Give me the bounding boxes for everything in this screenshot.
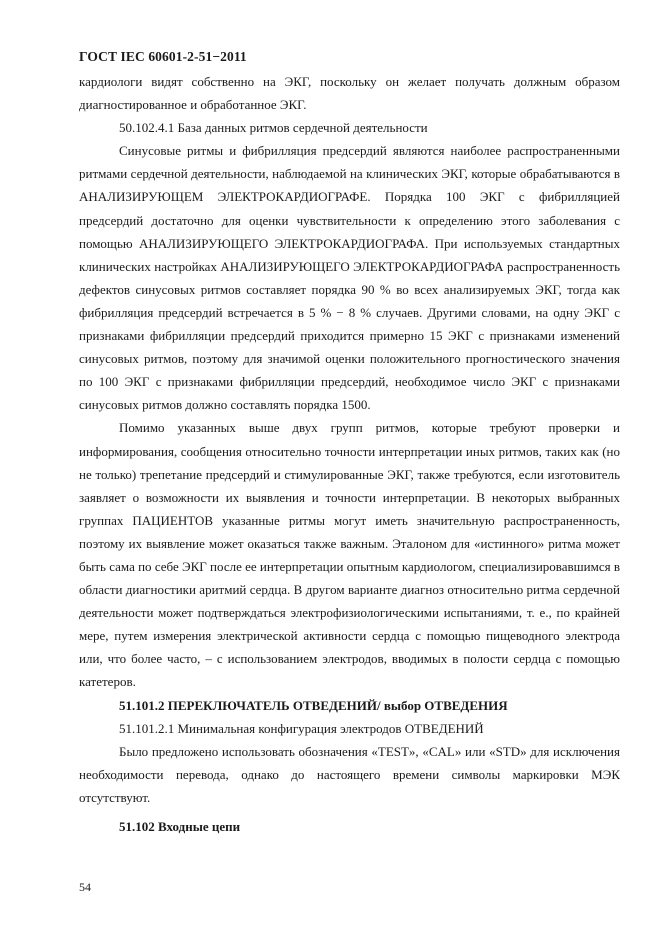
subsection-heading-electrode-config: 51.101.2.1 Минимальная конфигурация электродов ОТВЕДЕНИЙ <box>119 720 484 736</box>
page-number: 54 <box>79 880 91 894</box>
paragraph-sinus-rhythms: Синусовые ритмы и фибрилляция предсердий являются наиболее распространенными ритмами сердечной деятельности, наблюдаемой на клинических ЭКГ, которые обрабатываются в АНАЛИЗИРУЮЩЕМ ЭЛЕКТРОКАРДИОГРАФЕ. Порядка 100 ЭКГ с фибрилляцией предсердий достаточно для оценки чувствительности к определению этого заболевания с помощью АНАЛИЗИРУЮЩЕГО ЭЛЕКТРОКАРДИОГРАФА. При используемых стандартных клинических настройках АНАЛИЗИРУЮЩЕГО ЭЛЕКТРОКАРДИОГРАФА распространенность дефектов синусовых ритмов составляет порядка 90 % во всех анализируемых ЭКГ, тогда как фибрилляция предсердий встречается в 5 % − 8 % случаев. Другими словами, на одну ЭКГ с признаками фибрилляции предсердий приходится примерно 15 ЭКГ с признаками изменений синусовых ритмов, поэтому для значимой оценки положительного прогностического значения по 100 ЭКГ с признаками фибрилляции предсердий, необходимое число ЭКГ с признаками синусовых ритмов должно составлять порядка 1500. <box>79 143 620 413</box>
paragraph-other-rhythms: Помимо указанных выше двух групп ритмов, которые требуют проверки и информирования, сообщения относительно точности интерпретации иных ритмов, таких как (но не только) трепетание предсердий и стимулированные ЭКГ, также требуются, если изготовитель заявляет о возможности их выявления и точности интерпретации. В некоторых выбранных группах ПАЦИЕНТОВ указанные ритмы могут иметь значительную распространенность, поэтому их выявление может оказаться также важным. Эталоном для «истинного» ритма может быть сама по себе ЭКГ после ее интерпретации опытным кардиологом, специализировавшимся в области диагностики аритмий сердца. В другом варианте диагноз относительно ритма сердечной деятельности может подтверждаться электрофизиологическими испытаниями, т. е., по крайней мере, путем измерения электрической активности сердца с помощью пищеводного электрода или, что более часто, – с использованием электродов, вводимых в полости сердца с помощью катетеров. <box>79 420 620 690</box>
section-heading-lead-selector: 51.101.2 ПЕРЕКЛЮЧАТЕЛЬ ОТВЕДЕНИЙ/ выбор ОТВЕДЕНИЯ <box>119 697 508 713</box>
paragraph-continuation: кардиологи видят собственно на ЭКГ, поскольку он желает получать должным образом диагностированное и обработанное ЭКГ. <box>79 74 620 113</box>
standard-header: ГОСТ IEC 60601-2-51−2011 <box>79 49 247 64</box>
paragraph-designations: Было предложено использовать обозначения «TEST», «CAL» или «STD» для исключения необходимости перевода, однако до настоящего времени символы маркировки МЭК отсутствуют. <box>79 743 620 805</box>
subsection-heading-rhythm-database: 50.102.4.1 База данных ритмов сердечной деятельности <box>119 120 428 136</box>
section-heading-input-circuits: 51.102 Входные цепи <box>119 819 241 834</box>
document-body <box>79 70 620 838</box>
